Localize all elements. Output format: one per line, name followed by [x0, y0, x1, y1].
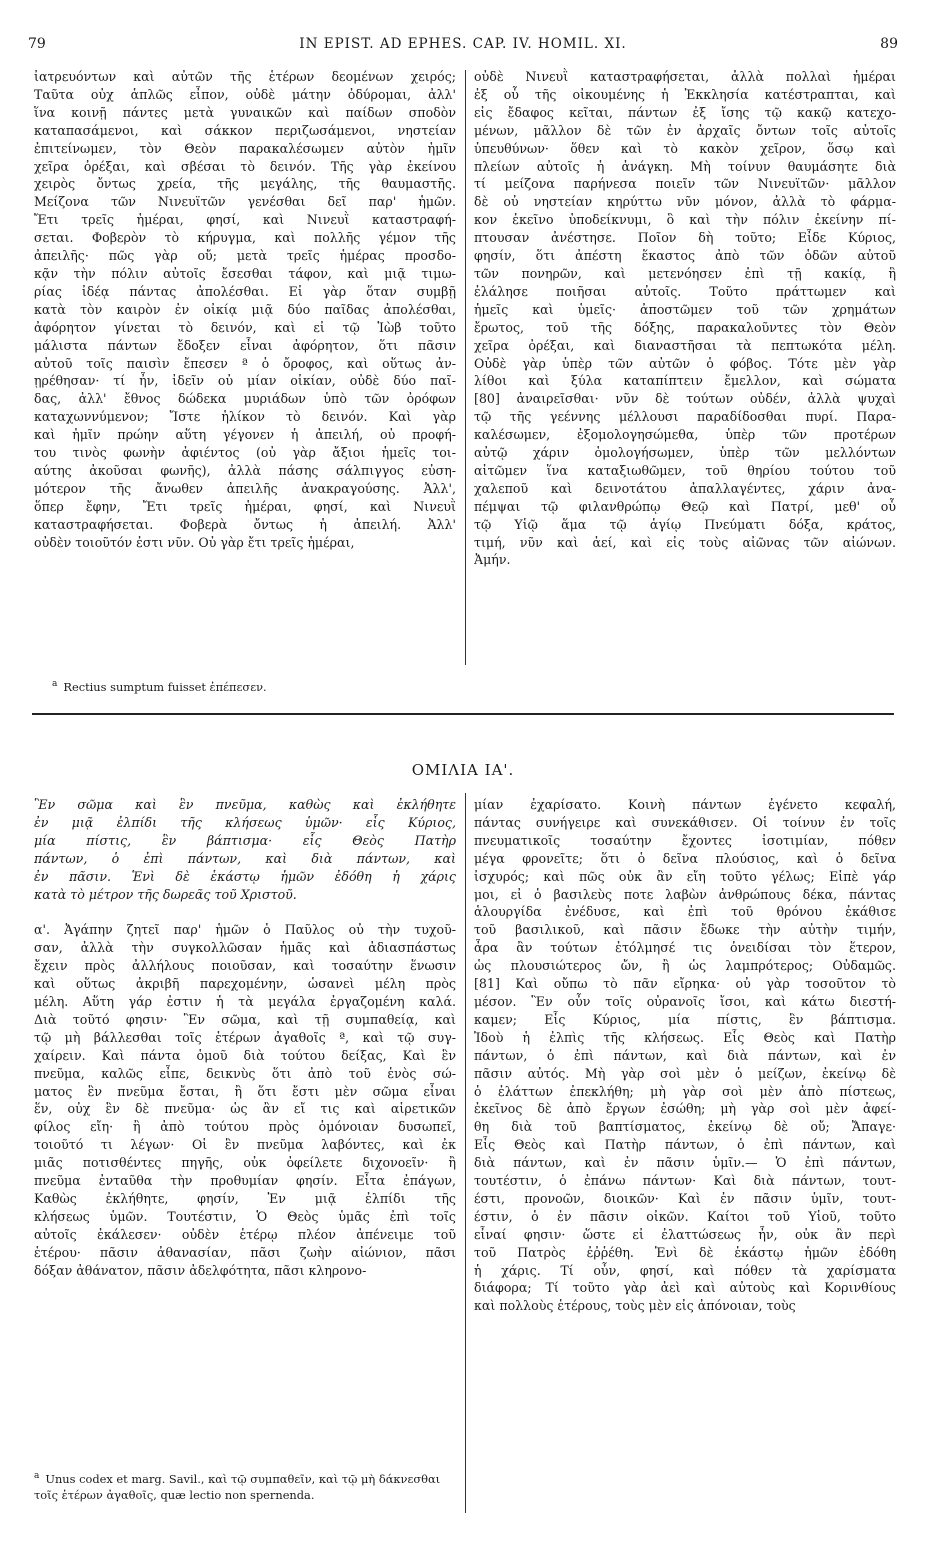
bottom-left-column: [34, 796, 456, 1279]
text-line: δας, ἀλλ' ἔθνος δώδεκα μυριάδων ὑπὸ τῶν ὀρόφων: [34, 391, 456, 407]
page-number-left: 79: [28, 36, 46, 52]
text-line: καὶ πολλοὺς ἑτέρους, τοὺς μὲν εἰς ἀπόνοιαν, τοὺς: [474, 1298, 796, 1314]
text-line: κᾷν τὴν πόλιν αὐτοῖς ἔσεσθαι τάφον, καὶ μιᾷ τιμω-: [34, 265, 456, 281]
text-line: καταχωννύμενον; Ἴστε ἡλίκον τὸ δεινόν. Καὶ γὰρ: [34, 409, 456, 425]
text-line: Διὰ τοῦτό φησιν· Ἓν σῶμα, καὶ τῇ συμπαθείᾳ, καὶ: [34, 1011, 456, 1027]
text-line: καλέσωμεν, ἐξομολογησώμεθα, ὑπὲρ τῶν προτέρων: [474, 427, 896, 443]
text-line: ἑτέρου· πᾶσιν ἀθανασίαν, πᾶσι ζωὴν αἰώνιον, πᾶσι: [34, 1244, 456, 1260]
text-line: ἡ χάρις. Τί οὖν, φησί, καὶ πόθεν τὰ χαρίσματα: [474, 1262, 896, 1278]
text-line: αὐτοῦ τοῖς παισὶν ἔπεσεν ª ὁ ὄροφος, καὶ οὕτως ἀν-: [34, 355, 456, 371]
top-left-column: [34, 68, 456, 551]
text-line: Ἓν σῶμα καὶ ἓν πνεῦμα, καθὼς καὶ ἐκλήθητε: [34, 797, 456, 812]
text-line: πέμψαι τῷ φιλανθρώπῳ Θεῷ καὶ Πατρί, μεθ' οὗ: [474, 498, 896, 514]
text-line: του τινὸς φωνὴν ἀφιέντος (οὐ γὰρ ἄξιοι ἡμεῖς τοι-: [34, 445, 456, 461]
text-line: χαλεποῦ καὶ δεινοτάτου ἀπαλλαγέντες, χάριν ἀνα-: [474, 480, 896, 496]
text-line: αἰτῶμεν ἵνα καταξιωθῶμεν, τοῦ θηρίου τούτου τοῦ: [474, 462, 896, 478]
text-line: πᾶσιν αὐτός. Μὴ γὰρ σοὶ μὲν ὁ μείζων, ἐκείνῳ δὲ: [474, 1065, 896, 1081]
text-line: σαν, ἀλλὰ τὴν συγκολλῶσαν ἡμᾶς καὶ ἀδιασπάστως: [34, 940, 456, 956]
text-line: οὐδὲν τοιοῦτόν ἐστι νῦν. Οὐ γὰρ ἔτι τρεῖς ἡμέραι,: [34, 534, 355, 550]
text-line: αὐτοῖς ἐκάλεσεν· οὐδὲν ἑτέρῳ πλέον ἀπένειμε τοῦ: [34, 1226, 456, 1242]
text-line: ἰατρευόντων καὶ αὐτῶν τῆς ἑτέρων δεομένων χειρός;: [34, 69, 456, 84]
text-line: ὅπερ ἔφην, Ἔτι τρεῖς ἡμέραι, φησί, καὶ Νινευῒ: [34, 498, 456, 514]
footnote-bottom-text: Unus codex et marg. Savil., καὶ τῷ συμπαθεῖν, καὶ τῷ μὴ δάκνεσθαι τοῖς ἑτέρων ἀγαθοῖς, quæ lectio non spernenda.: [34, 1471, 441, 1502]
text-line: δόξαν ἀθάνατον, πᾶσιν ἀδελφότητα, πᾶσι κληρονο-: [34, 1262, 367, 1278]
text-line: ὡς πλουσιώτερος ὤν, ἢ ὡς λαμπρότερος; Οὐδαμῶς.: [474, 958, 896, 974]
text-line: [81] Καὶ οὔπω τὸ πᾶν εἴρηκα· οὐ γὰρ τοσοῦτον τὸ: [474, 976, 896, 992]
text-line: σεται. Φοβερὸν τὸ κήρυγμα, καὶ πολλῆς γέμον τῆς: [34, 230, 456, 246]
text-line: ἆρα ἂν τούτων ἐτόλμησέ τις ὀνειδίσαι τὸν ἕτερον,: [474, 940, 896, 956]
footnote-bottom-mark: a: [34, 1471, 40, 1481]
text-line: ἔρωτος, τοῦ τῆς δόξης, παρακαλοῦντες τὸν Θεὸν: [474, 319, 896, 335]
text-line: ἵνα κοινῇ πάντες μετὰ γυναικῶν καὶ παίδων σποδὸν: [34, 104, 456, 120]
text-line: κλήσεως ὑμῶν. Τουτέστιν, Ὁ Θεὸς ὑμᾶς ἐπὶ τοῖς: [34, 1208, 456, 1224]
text-line: πάντων, ὁ ἐπὶ πάντων, καὶ διὰ πάντων, καὶ: [34, 850, 456, 866]
text-line: καμεν; Εἷς Κύριος, μία πίστις, ἓν βάπτισμα.: [474, 1011, 896, 1027]
text-line: ματος ἓν πνεῦμα ἔσται, ἢ ὅτι ἔστι μὲν σῶμα εἶναι: [34, 1083, 456, 1099]
running-header: [28, 36, 898, 58]
text-line: πλείων αὐτοῖς ἡ ἀνάγκη. Μὴ τοίνυν θαυμάσητε διὰ: [474, 158, 896, 174]
text-line: ὑπευθύνων· ὅθεν καὶ τὸ κακὸν χεῖρον, ὅσῳ καὶ: [474, 140, 896, 156]
text-line: χαίρειν. Καὶ πάντα ὁμοῦ διὰ τούτου δείξας, Καὶ ἓν: [34, 1047, 456, 1063]
text-line: ἐλάλησε ποιῆσαι αὐτοῖς. Τοῦτο πράττωμεν καὶ: [474, 283, 896, 299]
page-number-right: 89: [880, 36, 898, 52]
column-divider-bottom: [465, 793, 466, 1513]
text-line: αύτης ἀκοῦσαι φωνῆς), ἀλλὰ πάσης σάλπιγγος εὐση-: [34, 462, 456, 478]
text-line: μία πίστις, ἓν βάπτισμα· εἷς Θεὸς Πατὴρ: [34, 832, 456, 848]
text-line: τουτέστιν, ὁ ἐπάνω πάντων· Καὶ διὰ πάντων, τουτ-: [474, 1173, 896, 1189]
text-line: οὐδὲ Νινευῒ καταστραφήσεται, ἀλλὰ πολλαὶ ἡμέραι: [474, 69, 896, 84]
text-line: [80] ἀναιρεῖσθαι· νῦν δὲ τούτων οὐδέν, ἀλλὰ ψυχαὶ: [474, 391, 896, 407]
text-line: ἰσχυρός; καὶ πῶς οὐκ ἂν εἴη τοῦτο γέλως; Εἰπὲ γάρ: [474, 868, 896, 884]
text-line: πνεῦμα, καλῶς εἶπε, δεικνὺς ὅτι ἀπὸ τοῦ ἑνὸς σώ-: [34, 1065, 456, 1081]
footnote-top-text: Rectius sumptum fuisset ἐπέπεσεν.: [63, 679, 267, 694]
column-divider-top: [465, 70, 466, 665]
text-line: μίαν ἐχαρίσατο. Κοινὴ πάντων ἐγένετο κεφαλή,: [474, 797, 896, 812]
text-line: μένων, μᾶλλον δὲ τῶν ἐν ἀρχαῖς ὄντων τοῖς αὐτοῖς: [474, 122, 896, 138]
section-divider: [32, 713, 894, 715]
footnote-top: [52, 679, 267, 694]
text-line: Καθὼς ἐκλήθητε, φησίν, Ἐν μιᾷ ἐλπίδι τῆς: [34, 1190, 456, 1206]
text-line: Ταῦτα οὐχ ἁπλῶς εἶπον, οὐδὲ μάτην ὀδύρομαι, ἀλλ': [34, 86, 456, 102]
text-line: τῷ Υἱῷ ἅμα τῷ ἁγίῳ Πνεύματι δόξα, κράτος,: [474, 516, 896, 532]
text-line: ῃρέθησαν· τί ἦν, ἰδεῖν οὐ μίαν οἰκίαν, οὐδὲ δύο παῖ-: [34, 373, 456, 389]
footnote-bottom: [34, 1468, 454, 1503]
text-line: αὐτῷ χάριν ὁμολογήσωμεν, ὑπὲρ τῶν μελλόντων: [474, 445, 896, 461]
text-line: ἐν μιᾷ ἐλπίδι τῆς κλήσεως ὑμῶν· εἷς Κύριος,: [34, 814, 456, 830]
text-line: ἐξ οὗ τῆς οἰκουμένης ἡ Ἐκκλησία κατέστραπται, καὶ: [474, 86, 896, 102]
text-line: έστιν, ὁ ἐν πᾶσιν οἰκῶν. Καίτοι τοῦ Υἱοῦ, τοῦτο: [474, 1208, 896, 1224]
text-line: καταστραφήσεται. Φοβερὰ ὄντως ἡ ἀπειλή. Ἀλλ': [34, 516, 456, 532]
text-line: χειρὸς ὄντως χρεία, τῆς μεγάλης, τῆς θαυμαστῆς.: [34, 176, 456, 192]
text-line: Ἀμήν.: [474, 552, 511, 568]
text-line: καταπασάμενοι, καὶ σάκκον περιζωσάμενοι, νηστείαν: [34, 122, 456, 138]
text-line: κον ἐκεῖνο ὑποδείκνυμι, ὃ καὶ τὴν πόλιν ἐκείνην πί-: [474, 212, 896, 228]
text-line: ρίας ἰδέᾳ πάντας ἀπολέσθαι. Εἰ γὰρ ὅταν συμβῇ: [34, 283, 456, 299]
text-line: τί μείζονα παρήνεσα ποιεῖν τῶν Νινευϊτῶν· μᾶλλον: [474, 176, 896, 192]
text-line: ἐν πᾶσιν. Ἑνὶ δὲ ἑκάστῳ ἡμῶν ἐδόθη ἡ χάρις: [34, 868, 456, 884]
text-line: Μείζονα τῶν Νινευϊτῶν γενέσθαι δεῖ παρ' ἡμῶν.: [34, 194, 456, 210]
text-line: φίλος εἴη· ἢ ἀπὸ τούτου πρὸς ὁμόνοιαν δυσωπεῖ,: [34, 1119, 456, 1135]
homily-title: ΟΜΙΛΙΑ ΙΑ'.: [411, 761, 515, 779]
text-line: εἶναί φησιν· ὥστε εἰ ἐλαττώσεως ἦν, οὐκ ἂν περὶ: [474, 1226, 896, 1242]
text-line: μέλη. Αὕτη γάρ ἐστιν ἡ τὰ μεγάλα ἐργαζομένη καλά.: [34, 993, 456, 1009]
text-line: θη διὰ τοῦ βαπτίσματος, ἐκείνῳ δὲ οὔ; Ἄπαγε·: [474, 1119, 896, 1135]
text-line: κατὰ τὸ μέτρον τῆς δωρεᾶς τοῦ Χριστοῦ.: [34, 886, 297, 902]
text-line: ἐπιτείνωμεν, τὸν Θεὸν παρακαλέσωμεν αὐτὸν ἡμῖν: [34, 140, 456, 156]
text-line: ἀπειλῆς· πῶς γὰρ οὔ; μετὰ τρεῖς ἡμέρας προσδο-: [34, 248, 456, 264]
text-line: Εἷς Θεὸς καὶ Πατὴρ πάντων, ὁ ἐπὶ πάντων, καὶ: [474, 1137, 896, 1153]
text-line: τιμή, νῦν καὶ ἀεί, καὶ εἰς τοὺς αἰῶνας τῶν αἰώνων.: [474, 534, 896, 550]
text-line: χεῖρα ὀρέξαι, καὶ διαναστῆσαι τὰ πεπτωκότα μέλη.: [474, 337, 896, 353]
text-line: εἰς ἔδαφος κεῖται, πάντων ἐξ ἴσης τῷ κακῷ κατεχο-: [474, 104, 896, 120]
bottom-right-column: [474, 796, 896, 1315]
text-line: Ἔτι τρεῖς ἡμέραι, φησί, καὶ Νινευῒ καταστραφή-: [34, 212, 456, 228]
text-line: καὶ οὕτως ἀκριβῆ παρεχομένην, ὡσανεὶ μέλη πρὸς: [34, 976, 456, 992]
text-line: μότερον τῆς ἄνωθεν ἀπειλῆς ἀνακραγούσης. Ἀλλ',: [34, 480, 456, 496]
text-line: μάλιστα πάντων ἔδοξεν εἶναι ἀφόρητον, ὅτι πᾶσιν: [34, 337, 456, 353]
text-line: τῷ μὴ βάλλεσθαι τοῖς ἑτέρων ἀγαθοῖς ª, καὶ τῷ συγ-: [34, 1029, 456, 1045]
text-line: ἡμεῖς καὶ ὑμεῖς· ἀποστῶμεν τοῦ τῶν χρημάτων: [474, 301, 896, 317]
footnote-top-mark: a: [52, 679, 58, 689]
text-line: Ἰδοὺ ἡ ἐλπὶς τῆς κλήσεως. Εἷς Θεὸς καὶ Πατὴρ: [474, 1029, 896, 1045]
top-right-column: [474, 68, 896, 569]
text-line: τῶν πονηρῶν, καὶ μετενόησεν ἐπὶ τῇ κακίᾳ, ἣ: [474, 265, 896, 281]
text-line: ἕν, οὐχ ἓν δὲ πνεῦμα· ὡς ἂν εἴ τις καὶ αἱρετικῶν: [34, 1101, 456, 1117]
text-line: ὁ ἐλάττων ἐπεκλήθη; μὴ γὰρ σοὶ μὲν ἀπὸ πίστεως,: [474, 1083, 896, 1099]
text-line: μέγα φρονεῖτε; ὅτι ὁ δεῖνα πλούσιος, καὶ ὁ δεῖνα: [474, 850, 896, 866]
text-line: μιᾶς ποτισθέντες πηγῆς, οὐκ ὀφείλετε διχονοεῖν· ἢ: [34, 1155, 456, 1171]
text-line: ἁλουργίδα ἐνέδυσε, καὶ ἐπὶ τοῦ θρόνου ἐκάθισε: [474, 904, 896, 920]
text-line: πάντων, ὁ ἐπὶ πάντων, καὶ διὰ πάντων, καὶ ἐν: [474, 1047, 896, 1063]
text-line: τοῦ βασιλικοῦ, καὶ πᾶσιν ἔδωκε τὴν αὐτὴν τιμήν,: [474, 922, 896, 938]
text-line: τοιοῦτό τι λέγων· Οἱ ἓν πνεῦμα λαβόντες, καὶ ἐκ: [34, 1137, 456, 1153]
text-line: λίθοι καὶ ξύλα καταπίπτειν ἔμελλον, καὶ σώματα: [474, 373, 896, 389]
text-line: ἐκεῖνος δὲ ἀπὸ ἔργων ἐσώθη; μὴ γὰρ σοὶ μὲν ἀφεί-: [474, 1101, 896, 1117]
text-line: δὲ οὐ νηστείαν κηρύττω νῦν μόνον, ἀλλὰ τὸ φάρμα-: [474, 194, 896, 210]
text-line: ἀφόρητον γίνεται τὸ δεινόν, καὶ εἰ τῷ Ἰὼβ τοῦτο: [34, 319, 456, 335]
text-line: καὶ ἡμῖν πρώην αὕτη γέγονεν ἡ ἀπειλή, οὐ προφή-: [34, 427, 456, 443]
text-line: διάφορα; Τί τοῦτο γὰρ ἀεὶ καὶ αὐτοὺς καὶ Κορινθίους: [474, 1280, 896, 1296]
text-line: διὰ πάντων, καὶ ἐν πᾶσιν ὑμῖν.— Ὁ ἐπὶ πάντων,: [474, 1155, 896, 1171]
running-title: IN EPIST. AD EPHES. CAP. IV. HOMIL. XI.: [299, 36, 627, 52]
text-line: πάντας συνήγειρε καὶ συνεκάθισεν. Οἱ τοίνυν ἐν τοῖς: [474, 814, 896, 830]
text-line: πνεῦμα ἐνταῦθα τὴν προθυμίαν φησίν. Εἶτα ἐπάγων,: [34, 1173, 456, 1189]
text-line: πτουσαν ἀνέστησε. Ποῖον δὴ τοῦτο; Εἶδε Κύριος,: [474, 230, 896, 246]
text-line: α'. Ἀγάπην ζητεῖ παρ' ἡμῶν ὁ Παῦλος οὐ τὴν τυχοῦ-: [34, 922, 456, 938]
text-line: φησίν, ὅτι ἀπέστη ἕκαστος ἀπὸ τῶν ὁδῶν αὐτοῦ: [474, 248, 896, 264]
text-line: [34, 903, 456, 921]
text-line: μέσον. Ἓν οὖν τοῖς οὐρανοῖς ἴσοι, καὶ κάτω διεστή-: [474, 993, 896, 1009]
text-line: Οὐδὲ γὰρ ὑπὲρ τῶν αὐτῶν ὁ φόβος. Τότε μὲν γὰρ: [474, 355, 896, 371]
text-line: τῷ τῆς γεέννης μέλλουσι παραδίδοσθαι πυρί. Παρα-: [474, 409, 896, 425]
text-line: πνευματικοῖς τοσαύτην ἔχοντες ἰσοτιμίαν, πόθεν: [474, 832, 896, 848]
text-line: έστι, προνοῶν, διοικῶν· Καὶ ἐν πᾶσιν ὑμῖν, τουτ-: [474, 1190, 896, 1206]
text-line: ἔχειν πρὸς ἀλλήλους ποιοῦσαν, καὶ τοσαύτην ἕνωσιν: [34, 958, 456, 974]
text-line: κατὰ τὸν καιρὸν ἐν οἰκίᾳ μιᾷ δύο παῖδας ἀπολέσθαι,: [34, 301, 456, 317]
text-line: χεῖρα ὀρέξαι, καὶ σβέσαι τὸ δεινόν. Τῆς γὰρ ἐκείνου: [34, 158, 456, 174]
text-line: τοῦ Πατρὸς ἐῤῥέθη. Ἑνὶ δὲ ἑκάστῳ ἡμῶν ἐδόθη: [474, 1244, 896, 1260]
text-line: μοι, εἰ ὁ βασιλεὺς ποτε λαβὼν ἀνθρώπους δέκα, πάντας: [474, 886, 896, 902]
